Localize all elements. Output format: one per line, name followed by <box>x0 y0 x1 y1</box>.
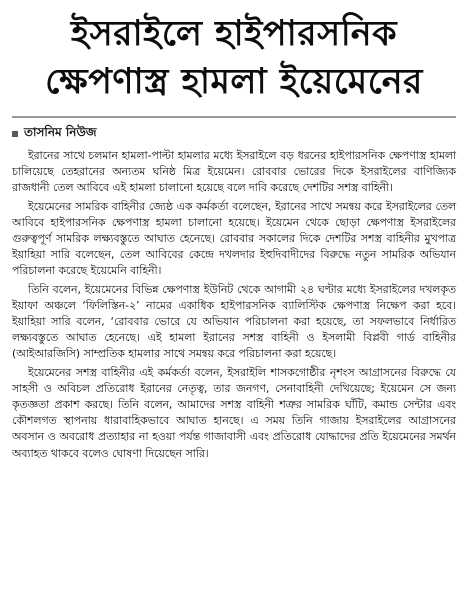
headline-line-1: ইসরাইলে হাইপারসনিক <box>70 14 398 54</box>
paragraph-1: ইরানের সাথে চলমান হামলা-পাল্টা হামলার মধ্যে ইসরাইলে বড় ধরনের হাইপারসনিক ক্ষেপণাস্ত্র হামলা চালিয়েছে তেহরানের অন্যতম ঘনিষ্ঠ মিত্র ইয়েমেন। রোববার ভোরের দিকে ইসরাইলের বাণিজ্যিক রাজধানী তেল আবিবে এই হামলা চালানো হয়েছে বলে দাবি করেছে দেশটির সশস্ত্র বাহিনী। <box>12 149 456 195</box>
headline <box>12 6 456 106</box>
paragraph-3: তিনি বলেন, ইয়েমেনের বিভিন্ন ক্ষেপণাস্ত্র ইউনিট থেকে আগামী ২৪ ঘণ্টার মধ্যে ইসরাইলের দখলকৃত ইয়াফা অঞ্চলে ‘ফিলিস্তিন-২’ নামের একাধিক হাইপারসনিক ব্যালিস্টিক ক্ষেপণাস্ত্র নিক্ষেপ করা হবে। ইয়াহিয়া সারি বলেন, ‘রোববার ভোরে যে অভিযান পরিচালনা করা হয়েছে, তা সফলভাবে নির্ধারিত লক্ষ্যবস্তুতে আঘাত হেনেছে। এই হামলা ইরানের সশস্ত্র বাহিনী ও ইসলামী বিপ্লবী গার্ড বাহিনীর (আইআরজিসি) সাম্প্রতিক হামলার সাথে সমন্বয় করে পরিচালনা করা হয়েছে। <box>12 282 456 361</box>
headline-line-2: ক্ষেপণাস্ত্র হামলা ইয়েমেনের <box>45 62 423 102</box>
article-body <box>12 148 456 462</box>
paragraph-2: ইয়েমেনের সামরিক বাহিনীর জ্যেষ্ঠ এক কর্মকর্তা বলেছেন, ইরানের সাথে সমন্বয় করে ইসরাইলের তেল আবিবে হাইপারসনিক ক্ষেপণাস্ত্র হামলা চালানো হয়েছে। ইয়েমেন থেকে ছোড়া ক্ষেপণাস্ত্র ইসরাইলের গুরুত্বপূর্ণ সামরিক লক্ষ্যবস্তুতে আঘাত হেনেছে। রোববার সকালের দিকে দেশটির সশস্ত্র বাহিনীর মুখপাত্র ইয়াহিয়া সারি বলেছেন, তেল আবিবের কেন্দ্রে দখলদার ইহুদিবাদীদের বিরুদ্ধে নতুন সামরিক অভিযান পরিচালনা করেছে ইয়েমেনি বাহিনী। <box>12 199 456 278</box>
divider <box>12 116 456 118</box>
paragraph-4: ইয়েমেনের সশস্ত্র বাহিনীর এই কর্মকর্তা বলেন, ইসরাইলি শাসকগোষ্ঠীর নৃশংস আগ্রাসনের বিরুদ্ধে যে সাহসী ও অবিচল প্রতিরোধ ইরানের নেতৃত্ব, তার জনগণ, সেনাবাহিনী দেখিয়েছে; ইয়েমেন সে জন্য কৃতজ্ঞতা প্রকাশ করছে। তিনি বলেন, আমাদের সশস্ত্র বাহিনী শত্রুর সামরিক ঘাঁটি, কমান্ড সেন্টার এবং কৌশলগত স্থাপনায় ধারাবাহিকভাবে আঘাত হানছে। এ সময় তিনি গাজায় ইসরাইলের আগ্রাসনের অবসান ও অবরোধ প্রত্যাহার না হওয়া পর্যন্ত গাজাবাসী এবং প্রতিরোধ যোদ্ধাদের প্রতি ইয়েমেনের সমর্থন অব্যাহত থাকবে বলেও ঘোষণা দিয়েছেন সারি। <box>12 365 456 460</box>
bullet-square-icon <box>12 131 18 137</box>
byline <box>12 124 456 144</box>
byline-source: তাসনিম নিউজ <box>24 125 97 139</box>
